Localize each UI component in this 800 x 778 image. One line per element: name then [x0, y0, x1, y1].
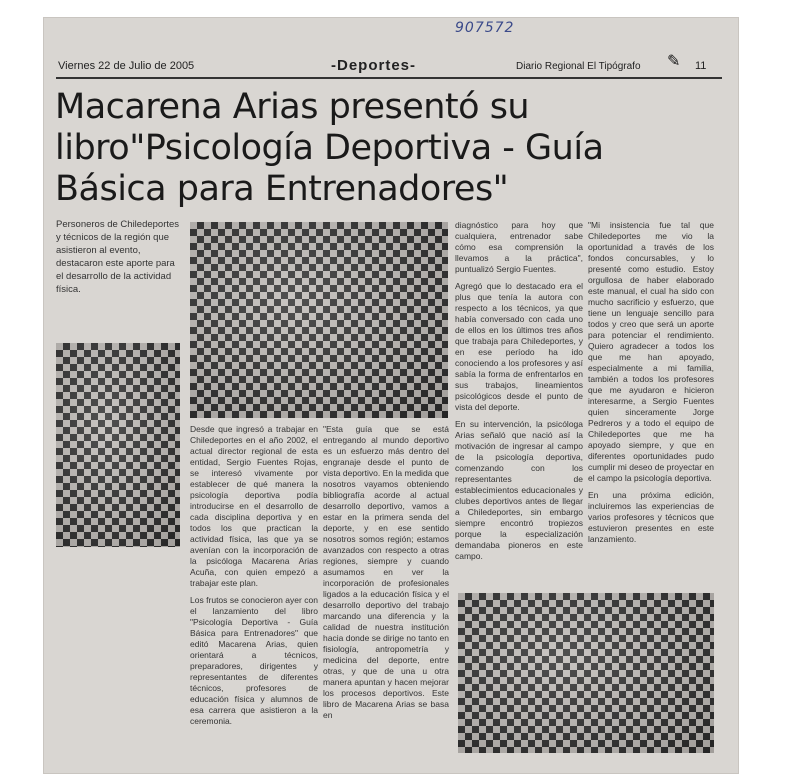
- paragraph: diagnóstico para hoy que cualquiera, entrenador sabe cómo esa comprensión la llevamos a la práctica", puntualizó Sergio Fuentes.: [455, 220, 583, 274]
- paragraph: Agregó que lo destacado era el plus que tenía la autora con respecto a los técnicos, ya que había conversado con cada uno de ellos en los últimos tres años que trabaja para Chiledeportes, y en ese período ha ido conociendo a los profesores y así sabía la forma de enfrentarlos en sus trabajos, lineamientos psicológicos desde el punto de vista del deporte.: [455, 281, 583, 412]
- header-rule: [56, 77, 722, 79]
- header-date: Viernes 22 de Julio de 2005: [58, 60, 195, 72]
- header-newspaper-name: Diario Regional El Tipógrafo: [516, 61, 641, 72]
- article-column-2: [323, 424, 449, 754]
- paragraph: Desde que ingresó a trabajar en Chiledeportes en el año 2002, el actual director regional de esta entidad, Sergio Fuentes Rojas, se interesó vivamente por establecer de qué manera la psicología deportiva podía introducirse en el desarrollo de cada disciplina deportiva y en todos los que practican la actividad física, las que ya se avenían con la incorporación de la psicóloga Macarena Arias Acuña, con quien empezó a trabajar este plan.: [190, 424, 318, 588]
- article-column-3: [455, 220, 583, 588]
- paragraph: Los frutos se conocieron ayer con el lanzamiento del libro "Psicología Deportiva - Guía Básica para Entrenadores" que editó Macarena Arias, quien orientará a técnicos, preparadores, dirigentes y representantes de diferentes técnicos, profesores de educación física y alumnos de esa carrera que asistieron a la ceremonia.: [190, 595, 318, 726]
- photo-left: [56, 343, 180, 547]
- article-column-1: [190, 424, 318, 754]
- paragraph: En una próxima edición, incluiremos las experiencias de varios profesores y técnicos que estuvieron presentes en este lanzamiento.: [588, 490, 714, 544]
- paragraph: "Esta guía que se está entregando al mundo deportivo es un esfuerzo más dentro del engranaje desde el punto de vista deportivo. En la medida que nosotros vayamos obteniendo bibliografía acorde al actual desarrollo deportivo, vamos a estar en la primera senda del deporte, y en ese sentido nosotros somos región; estamos avanzados con respecto a otras regiones, siempre y cuando asumamos en ver la incorporación de profesionales ligados a la educación física y el desarrollo deportivo del trabajo marcando una diferencia y la calidad de nuestra institución hacia donde se dirige no tanto en fisiología, antropometría y medicina del deporte, entre otras, y que de una u otra manera apuntan y hacen mejorar los procesos deportivos. Este libro de Macarena Arias se basa en: [323, 424, 449, 720]
- photo-main: [190, 222, 448, 418]
- newspaper-logo-icon: ✎: [667, 53, 681, 70]
- article-column-4: [588, 220, 714, 588]
- paragraph: En su intervención, la psicóloga Arias señaló que nació así la motivación de ingresar al campo de la psicología deportiva, comenzando con los representantes de establecimientos educacionales y clubes deportivos antes de llegar a Chiledeportes, sin embargo siempre encontró tropiezos porque la especialización demandaba pioneros en este campo.: [455, 419, 583, 561]
- photo-caption: Personeros de Chiledeportes y técnicos de la región que asistieron al evento, destacaron este aporte para el desarrollo de la actividad física.: [56, 219, 180, 295]
- header-page-number: 11: [695, 60, 707, 72]
- archive-id-handwritten: 907572: [455, 20, 515, 36]
- paragraph: "Mi insistencia fue tal que Chiledeportes me vio la oportunidad a través de los fondos concursables, y lo presenté como estudio. Estoy orgullosa de haber elaborado este manual, el cual ha sido con mucho sacrificio y esfuerzo, que tiene un lenguaje sencillo para todos y creo que será un aporte para potenciar el rendimiento. Quiero agradecer a todos los que me han apoyado, especialmente a mi familia, también a todos los profesores que me ayudaron e hicieron interesarme, a Sergio Fuentes quien sinceramente Jorge Pedreros y a todo el equipo de Chiledeportes que me ha apoyado siempre, y que en diferentes oportunidades pudo cumplir mi deseo de proyectar en el campo la psicología deportiva.: [588, 220, 714, 483]
- header-section: -Deportes-: [331, 57, 417, 74]
- article-headline: Macarena Arias presentó su libro"Psicología Deportiva - Guía Básica para Entrenadores": [55, 87, 604, 209]
- photo-bottom: [458, 593, 714, 753]
